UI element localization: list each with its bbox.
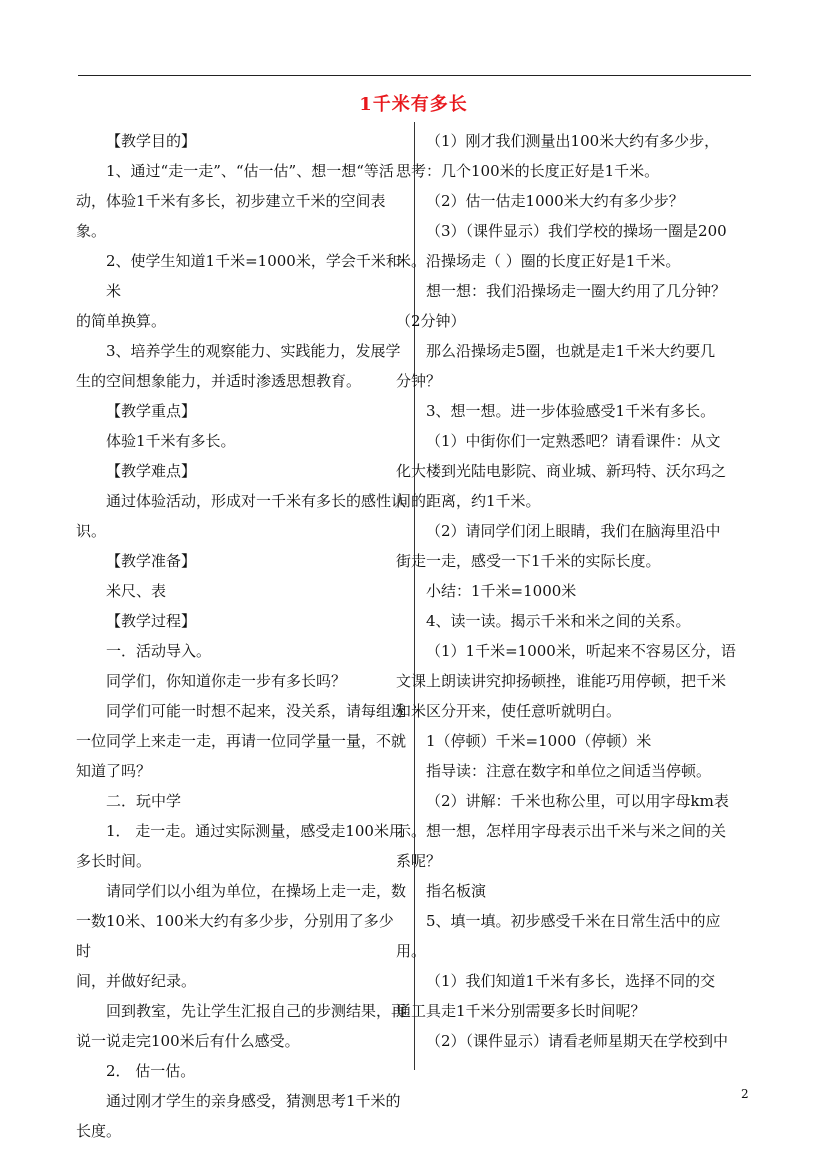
text-line: 【教学重点】	[106, 402, 197, 420]
right-column	[396, 126, 749, 1056]
text-line: 一数10米、100米大约有多少步，分别用了多少时	[76, 912, 394, 960]
text-line: 3、想一想。进一步体验感受1千米有多长。	[426, 402, 716, 420]
text-line: 生的空间想象能力，并适时渗透思想教育。	[76, 372, 362, 390]
text-line: 3、培养学生的观察能力、实践能力，发展学	[106, 342, 401, 360]
text-line: 5、填一填。初步感受千米在日常生活中的应	[426, 912, 721, 930]
text-line: 4、读一读。揭示千米和米之间的关系。	[426, 612, 691, 630]
text-line: （2）请同学们闭上眼睛，我们在脑海里沿中	[426, 522, 721, 540]
text-line: 通工具走1千米分别需要多长时间呢？	[396, 1002, 646, 1020]
page-number: 2	[741, 1087, 749, 1101]
text-line: 想一想：我们沿操场走一圈大约用了几分钟？	[426, 282, 727, 300]
page-title: 1千米有多长	[359, 94, 468, 115]
text-line: （2）（课件显示）请看老师星期天在学校到中	[426, 1032, 729, 1050]
text-line: 那么沿操场走5圈，也就是走1千米大约要几	[426, 342, 716, 360]
text-line: 通过刚才学生的亲身感受，猜测思考1千米的	[106, 1092, 401, 1110]
text-line: 【教学难点】	[106, 462, 197, 480]
text-line: 文课上朗读讲究抑扬顿挫，谁能巧用停顿，把千米	[396, 672, 727, 690]
text-line: 【教学准备】	[106, 552, 197, 570]
text-line: 说一说走完100米后有什么感受。	[76, 1032, 300, 1050]
text-line: （2）估一估走1000米大约有多少步？	[426, 192, 684, 210]
header-rule	[78, 75, 751, 76]
text-line: 体验1千米有多长。	[106, 432, 236, 450]
text-line: 和米区分开来，使任意听就明白。	[396, 702, 622, 720]
text-line: 1（停顿）千米=1000（停顿）米	[426, 732, 652, 750]
text-line: （2分钟）	[396, 312, 466, 330]
text-line: 一位同学上来走一走，再请一位同学量一量，不就	[76, 732, 407, 750]
text-line: 用。	[396, 942, 427, 960]
text-line: 通过体验活动，形成对一千米有多长的感性认	[106, 492, 407, 510]
text-line: 回到教室，先让学生汇报自己的步测结果，再	[106, 1002, 407, 1020]
text-line: 指名板演	[426, 882, 487, 900]
text-line: 间的距离，约1千米。	[396, 492, 541, 510]
text-line: （3）（课件显示）我们学校的操场一圈是200	[426, 222, 727, 240]
text-line: （1）我们知道1千米有多长，选择不同的交	[426, 972, 716, 990]
text-line: （2）讲解：千米也称公里，可以用字母km表	[426, 792, 729, 810]
text-line: 动，体验1千米有多长，初步建立千米的空间表象。	[76, 192, 386, 240]
text-line: 2． 估一估。	[106, 1062, 196, 1080]
text-line: 识。	[76, 522, 107, 540]
text-line: 的简单换算。	[76, 312, 167, 330]
text-line: 【教学目的】	[106, 132, 197, 150]
text-line: 指导读：注意在数字和单位之间适当停顿。	[426, 762, 712, 780]
text-line: 小结：1千米=1000米	[426, 582, 577, 600]
text-line: （1）中街你们一定熟悉吧？请看课件：从文	[426, 432, 721, 450]
text-line: 请同学们以小组为单位，在操场上走一走，数	[106, 882, 407, 900]
text-line: 思考：几个100米的长度正好是1千米。	[396, 162, 660, 180]
text-line: 化大楼到光陆电影院、商业城、新玛特、沃尔玛之	[396, 462, 727, 480]
text-line: 间，并做好纪录。	[76, 972, 197, 990]
text-line: 【教学过程】	[106, 612, 197, 630]
text-line: 街走一走，感受一下1千米的实际长度。	[396, 552, 661, 570]
left-column	[76, 126, 407, 1146]
text-line: 1、通过“走一走”、“估一估”、想一想“等活	[106, 162, 394, 180]
text-line: 示。想一想，怎样用字母表示出千米与米之间的关	[396, 822, 727, 840]
text-line: 1． 走一走。通过实际测量，感受走100米用	[106, 822, 404, 840]
text-line: 系呢？	[396, 852, 442, 870]
text-line: 多长时间。	[76, 852, 152, 870]
text-line: 知道了吗？	[76, 762, 152, 780]
text-line: 长度。	[76, 1122, 122, 1140]
text-line: 一．活动导入。	[106, 642, 212, 660]
text-line: 二．玩中学	[106, 792, 182, 810]
text-line: 同学们，你知道你走一步有多长吗？	[106, 672, 347, 690]
text-line: 同学们可能一时想不起来，没关系，请每组选	[106, 702, 407, 720]
text-line: 米尺、表	[106, 582, 167, 600]
text-line: 分钟？	[396, 372, 442, 390]
text-line: 2、使学生知道1千米=1000米，学会千米和米	[106, 252, 401, 300]
text-line: （1）刚才我们测量出100米大约有多少步，	[426, 132, 720, 150]
text-line: （1）1千米=1000米，听起来不容易区分，语	[426, 642, 736, 660]
text-line: 米。沿操场走（ ）圈的长度正好是1千米。	[396, 252, 681, 270]
